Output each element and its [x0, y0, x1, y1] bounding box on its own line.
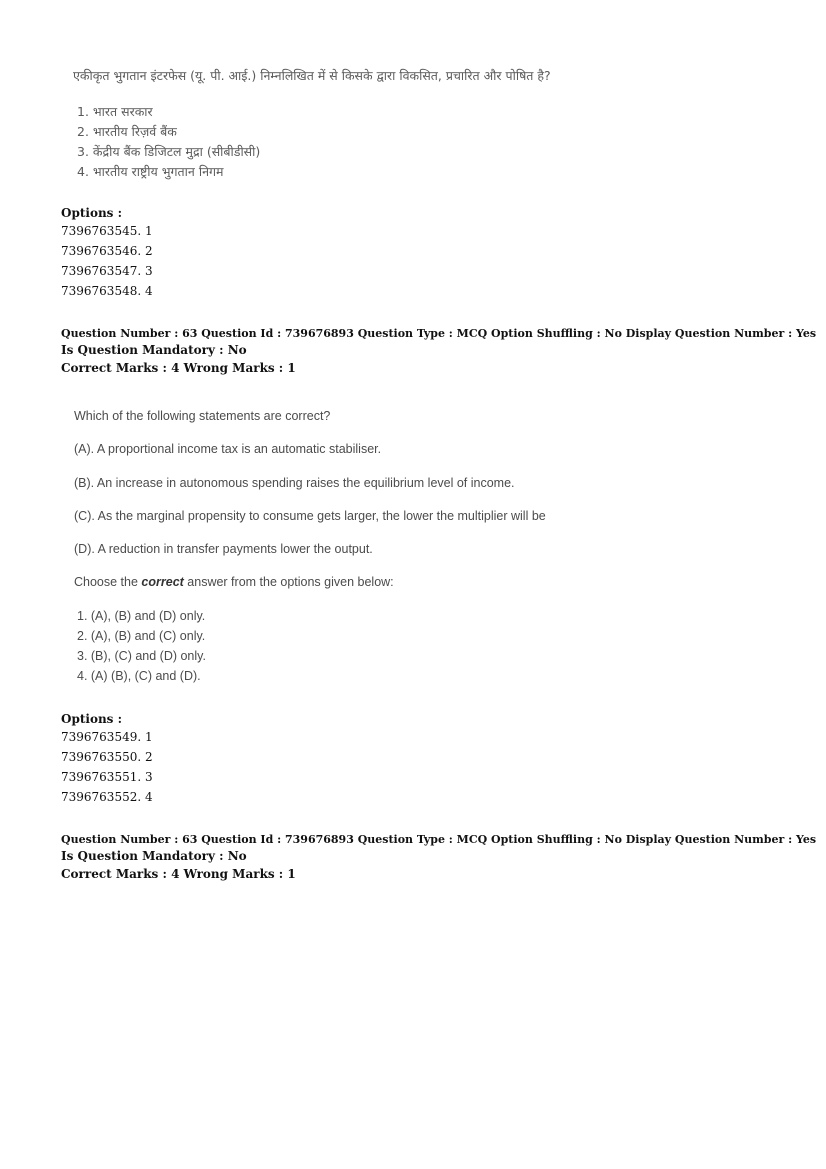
choice-2: 2. (A), (B) and (C) only. — [77, 629, 206, 643]
option-row: 7396763548. 4 — [61, 284, 153, 298]
hindi-choice-3: 3. केंद्रीय बैंक डिजिटल मुद्रा (सीबीडीसी) — [77, 144, 261, 159]
option-row: 7396763550. 2 — [61, 750, 153, 764]
option-row: 7396763549. 1 — [61, 730, 153, 744]
marks-line: Correct Marks : 4 Wrong Marks : 1 — [61, 361, 296, 375]
choice-4: 4. (A) (B), (C) and (D). — [77, 669, 201, 683]
option-row: 7396763552. 4 — [61, 790, 153, 804]
options-label: Options : — [61, 712, 123, 726]
options-label: Options : — [61, 206, 123, 220]
choice-3: 3. (B), (C) and (D) only. — [77, 649, 206, 663]
marks-line: Correct Marks : 4 Wrong Marks : 1 — [61, 867, 296, 881]
option-row: 7396763545. 1 — [61, 224, 153, 238]
question-meta-line: Question Number : 63 Question Id : 739676893 Question Type : MCQ Option Shuffling : No Display Question Number : Yes — [61, 327, 817, 340]
statement-d: (D). A reduction in transfer payments lower the output. — [74, 542, 373, 556]
option-row: 7396763547. 3 — [61, 264, 153, 278]
choice-1: 1. (A), (B) and (D) only. — [77, 609, 206, 623]
option-row: 7396763551. 3 — [61, 770, 153, 784]
hindi-choice-4: 4. भारतीय राष्ट्रीय भुगतान निगम — [77, 164, 224, 179]
question-meta-line: Question Number : 63 Question Id : 739676893 Question Type : MCQ Option Shuffling : No Display Question Number : Yes — [61, 833, 817, 846]
choose-instruction: Choose the correct answer from the options given below: — [74, 575, 394, 589]
question-stem: Which of the following statements are correct? — [74, 409, 331, 423]
option-row: 7396763546. 2 — [61, 244, 153, 258]
hindi-choice-2: 2. भारतीय रिज़र्व बैंक — [77, 124, 177, 139]
mandatory-line: Is Question Mandatory : No — [61, 343, 247, 357]
statement-b: (B). An increase in autonomous spending raises the equilibrium level of income. — [74, 476, 515, 490]
statement-a: (A). A proportional income tax is an automatic stabiliser. — [74, 442, 382, 456]
statement-c: (C). As the marginal propensity to consume gets larger, the lower the multiplier will be — [74, 509, 546, 523]
hindi-question-stem: एकीकृत भुगतान इंटरफेस (यू. पी. आई.) निम्नलिखित में से किसके द्वारा विकसित, प्रचारित और पोषित है? — [73, 68, 551, 83]
mandatory-line: Is Question Mandatory : No — [61, 849, 247, 863]
hindi-choice-1: 1. भारत सरकार — [77, 104, 153, 119]
